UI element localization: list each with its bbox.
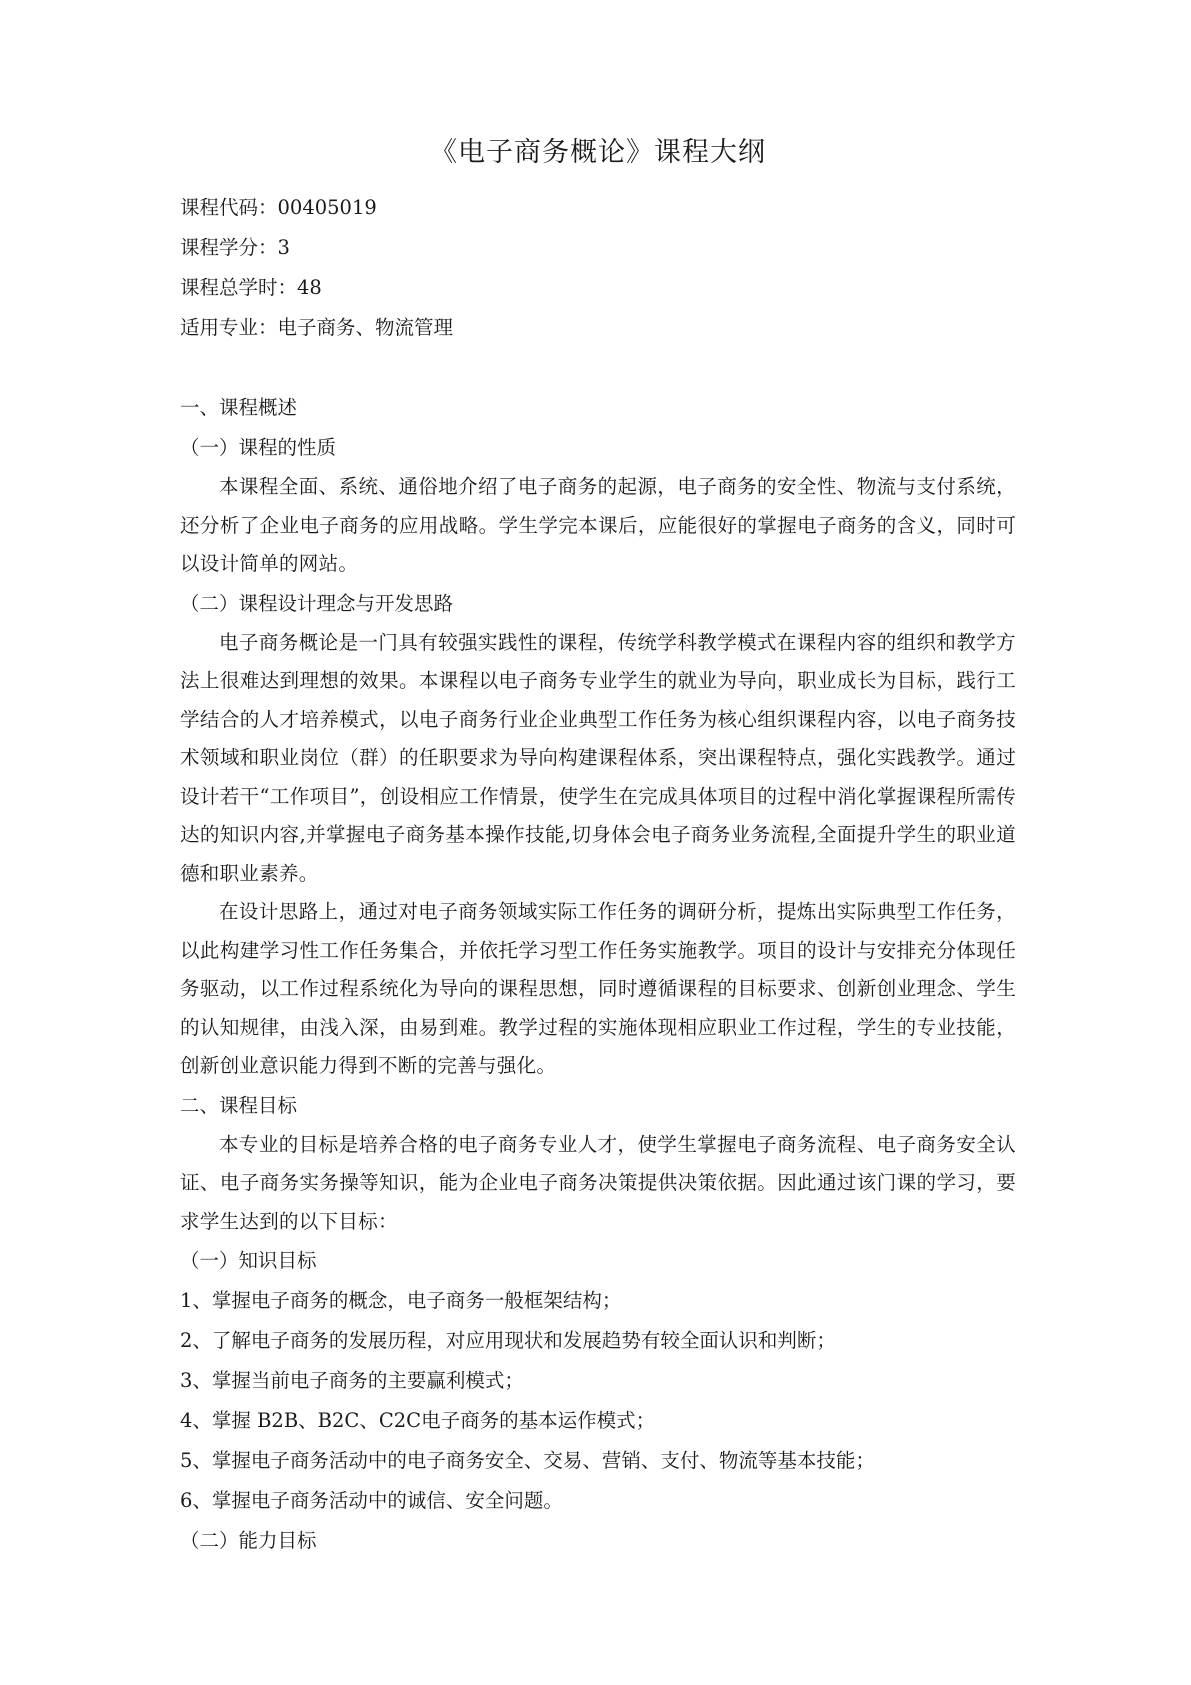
list-item: 6、掌握电子商务活动中的诚信、安全问题。	[180, 1489, 563, 1512]
section-heading-overview: 一、课程概述	[180, 396, 298, 419]
list-item: 3、掌握当前电子商务的主要赢利模式；	[180, 1369, 524, 1392]
list-item: 5、掌握电子商务活动中的电子商务安全、交易、营销、支付、物流等基本技能；	[180, 1449, 875, 1472]
paragraph-nature: 本课程全面、系统、通俗地介绍了电子商务的起源，电子商务的安全性、物流与支付系统，还分析了企业电子商务的应用战略。学生学完本课后，应能很好的掌握电子商务的含义，同时可以设计简单的网站。	[180, 475, 1016, 575]
paragraph-design-2: 在设计思路上，通过对电子商务领域实际工作任务的调研分析，提炼出实际典型工作任务，以此构建学习性工作任务集合，并依托学习型工作任务实施教学。项目的设计与安排充分体现任务驱动，以工作过程系统化为导向的课程思想，同时遵循课程的目标要求、创新创业理念、学生的认知规律，由浅入深，由易到难。教学过程的实施体现相应职业工作过程，学生的专业技能，创新创业意识能力得到不断的完善与强化。	[180, 900, 1016, 1077]
course-code: 课程代码：00405019	[180, 196, 377, 219]
list-item: 4、掌握 B2B、B2C、C2C电子商务的基本运作模式；	[180, 1409, 656, 1432]
paragraph-design-1: 电子商务概论是一门具有较强实践性的课程，传统学科教学模式在课程内容的组织和教学方法上很难达到理想的效果。本课程以电子商务专业学生的就业为导向，职业成长为目标，践行工学结合的人才培养模式，以电子商务行业企业典型工作任务为核心组织课程内容，以电子商务技术领域和职业岗位（群）的任职要求为导向构建课程体系，突出课程特点，强化实践教学。通过设计若干“工作项目”，创设相应工作情景，使学生在完成具体项目的过程中消化掌握课程所需传达的知识内容,并掌握电子商务基本操作技能,切身体会电子商务业务流程,全面提升学生的职业道德和职业素养。	[180, 630, 1016, 885]
paragraph-goals: 本专业的目标是培养合格的电子商务专业人才，使学生掌握电子商务流程、电子商务安全认证、电子商务实务操等知识，能为企业电子商务决策提供决策依据。因此通过该门课的学习，要求学生达到的以下目标：	[180, 1132, 1016, 1233]
knowledge-goals-list	[180, 1281, 1016, 1521]
document-title: 《电子商务概论》课程大纲	[430, 137, 766, 168]
list-item: 1、掌握电子商务的概念，电子商务一般框架结构；	[180, 1289, 622, 1312]
section-heading-goals: 二、课程目标	[180, 1093, 298, 1117]
course-hours: 课程总学时：48	[180, 276, 322, 299]
subsection-heading-design: （二）课程设计理念与开发思路	[180, 591, 454, 615]
spacer	[180, 348, 1016, 388]
subsection-heading-nature: （一）课程的性质	[180, 436, 337, 459]
applicable-majors: 适用专业：电子商务、物流管理	[180, 316, 454, 339]
course-credits: 课程学分：3	[180, 236, 290, 259]
subsection-heading-ability: （二）能力目标	[180, 1529, 317, 1552]
list-item: 2、了解电子商务的发展历程，对应用现状和发展趋势有较全面认识和判断；	[180, 1329, 836, 1352]
subsection-heading-knowledge: （一）知识目标	[180, 1249, 317, 1272]
document-page	[180, 128, 1016, 1561]
